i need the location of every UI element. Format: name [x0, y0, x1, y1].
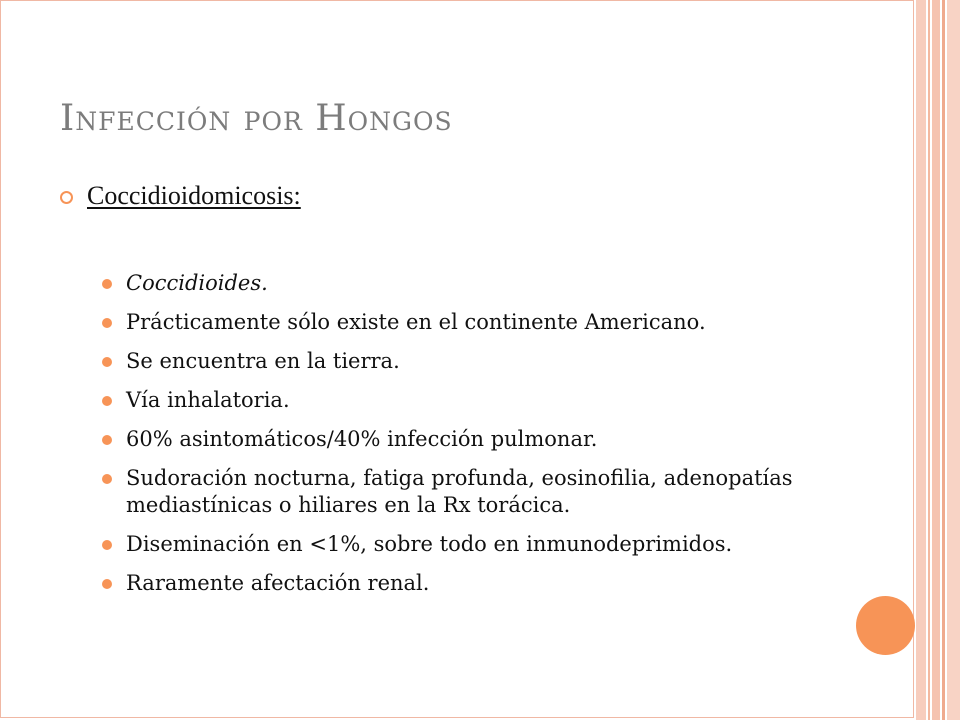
decorative-stripe	[947, 0, 960, 720]
main-bullet-text: Coccidioidomicosis:	[87, 181, 301, 210]
dot-bullet-icon	[102, 435, 112, 445]
slide-title: Infección por Hongos	[60, 98, 453, 139]
list-item-text: 60% asintomáticos/40% infección pulmonar.	[126, 427, 598, 451]
list-item-text: Vía inhalatoria.	[126, 388, 290, 412]
decorative-stripe	[942, 0, 945, 720]
dot-bullet-icon	[102, 318, 112, 328]
main-bullet	[60, 181, 301, 211]
list-item	[102, 309, 862, 336]
decorative-stripe	[928, 0, 930, 720]
dot-bullet-icon	[102, 474, 112, 484]
list-item-text: Coccidioides.	[126, 271, 268, 295]
list-item-text: Se encuentra en la tierra.	[126, 349, 400, 373]
dot-bullet-icon	[102, 357, 112, 367]
sub-bullet-list	[102, 270, 862, 609]
list-item-text: Raramente afectación renal.	[126, 571, 430, 595]
list-item-text: Sudoración nocturna, fatiga profunda, eosinofilia, adenopatías mediastínicas o hiliares en la Rx torácica.	[126, 466, 793, 517]
ring-bullet-icon	[60, 191, 73, 204]
list-item	[102, 531, 862, 558]
list-item-text: Prácticamente sólo existe en el continente Americano.	[126, 310, 706, 334]
list-item	[102, 426, 862, 453]
list-item	[102, 465, 862, 519]
list-item	[102, 387, 862, 414]
decorative-stripe	[932, 0, 940, 720]
orange-circle-icon	[856, 596, 915, 655]
dot-bullet-icon	[102, 279, 112, 289]
list-item	[102, 570, 862, 597]
list-item-text: Diseminación en <1%, sobre todo en inmunodeprimidos.	[126, 532, 733, 556]
dot-bullet-icon	[102, 396, 112, 406]
list-item	[102, 348, 862, 375]
dot-bullet-icon	[102, 579, 112, 589]
list-item	[102, 270, 862, 297]
dot-bullet-icon	[102, 540, 112, 550]
decorative-stripe	[916, 0, 926, 720]
